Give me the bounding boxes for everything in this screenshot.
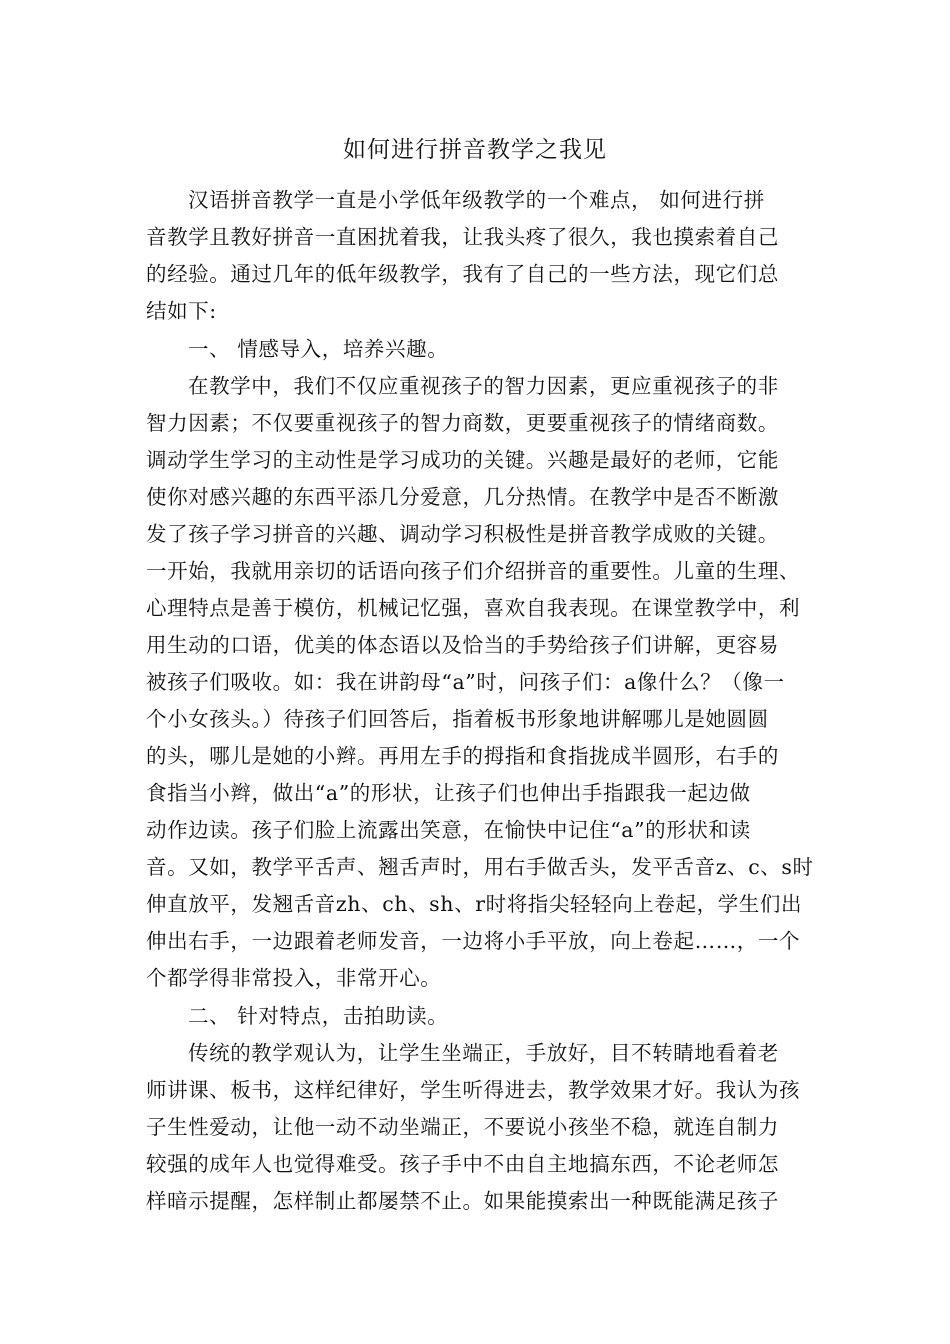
paragraph-line: 汉语拼音教学一直是小学低年级教学的一个难点， 如何进行拼 — [188, 188, 765, 212]
paragraph-line: 的头，哪儿是她的小辫。再用左手的拇指和食指拢成半圆形，右手的 — [146, 744, 779, 768]
paragraph-line: 伸出右手，一边跟着老师发音，一边将小手平放，向上卷起……，一个 — [146, 929, 801, 953]
paragraph-line: 师讲课、板书，这样纪律好，学生听得进去，教学效果才好。我认为孩 — [146, 1078, 801, 1102]
paragraph-line: 在教学中，我们不仅应重视孩子的智力因素，更应重视孩子的非 — [188, 374, 779, 398]
section-heading: 二、 针对特点，击拍助读。 — [188, 1004, 449, 1028]
paragraph-line: 被孩子们吸收。如：我在讲韵母“a”时，问孩子们：a像什么？（像一 — [146, 670, 785, 694]
paragraph-line: 音教学且教好拼音一直困扰着我，让我头疼了很久，我也摸索着自己 — [146, 225, 779, 249]
paragraph-line: 伸直放平，发翘舌音zh、ch、sh、r时将指尖轻轻向上卷起，学生们出 — [146, 892, 803, 916]
paragraph-line: 较强的成年人也觉得难受。孩子手中不由自主地搞东西，不论老师怎 — [146, 1152, 779, 1176]
paragraph-line: 一开始，我就用亲切的话语向孩子们介绍拼音的重要性。儿童的生理、 — [146, 559, 801, 583]
paragraph-line: 的经验。通过几年的低年级教学，我有了自己的一些方法，现它们总 — [146, 262, 779, 286]
paragraph-line: 样暗示提醒，怎样制止都屡禁不止。如果能摸索出一种既能满足孩子 — [146, 1189, 779, 1213]
paragraph-line: 心理特点是善于模仿，机械记忆强，喜欢自我表现。在课堂教学中，利 — [146, 596, 801, 620]
section-heading: 一、 情感导入，培养兴趣。 — [188, 337, 449, 361]
paragraph-line: 子生性爱动，让他一动不动坐端正，不要说小孩坐不稳，就连自制力 — [146, 1115, 779, 1139]
paragraph-line: 结如下: — [146, 299, 217, 323]
paragraph-line: 使你对感兴趣的东西平添几分爱意，几分热情。在教学中是否不断激 — [146, 485, 779, 509]
paragraph-line: 智力因素；不仅要重视孩子的智力商数，更要重视孩子的情绪商数。 — [146, 411, 779, 435]
paragraph-line: 动作边读。孩子们脸上流露出笑意，在愉快中记住“a”的形状和读 — [146, 818, 751, 842]
paragraph-line: 发了孩子学习拼音的兴趣、调动学习积极性是拼音教学成败的关键。 — [146, 522, 779, 546]
paragraph-line: 用生动的口语，优美的体态语以及恰当的手势给孩子们讲解，更容易 — [146, 633, 779, 657]
paragraph-line: 调动学生学习的主动性是学习成功的关键。兴趣是最好的老师，它能 — [146, 448, 779, 472]
paragraph-line: 传统的教学观认为，让学生坐端正，手放好，目不转睛地看着老 — [188, 1041, 779, 1065]
paragraph-line: 食指当小辫，做出“a”的形状，让孩子们也伸出手指跟我一起边做 — [146, 781, 751, 805]
paragraph-line: 个小女孩头。）待孩子们回答后，指着板书形象地讲解哪儿是她圆圆 — [146, 707, 769, 731]
paragraph-line: 个都学得非常投入，非常开心。 — [146, 966, 442, 990]
paragraph-line: 音。又如，教学平舌声、翘舌声时，用右手做舌头，发平舌音z、c、s时 — [146, 855, 814, 879]
document-title: 如何进行拼音教学之我见 — [343, 137, 607, 163]
